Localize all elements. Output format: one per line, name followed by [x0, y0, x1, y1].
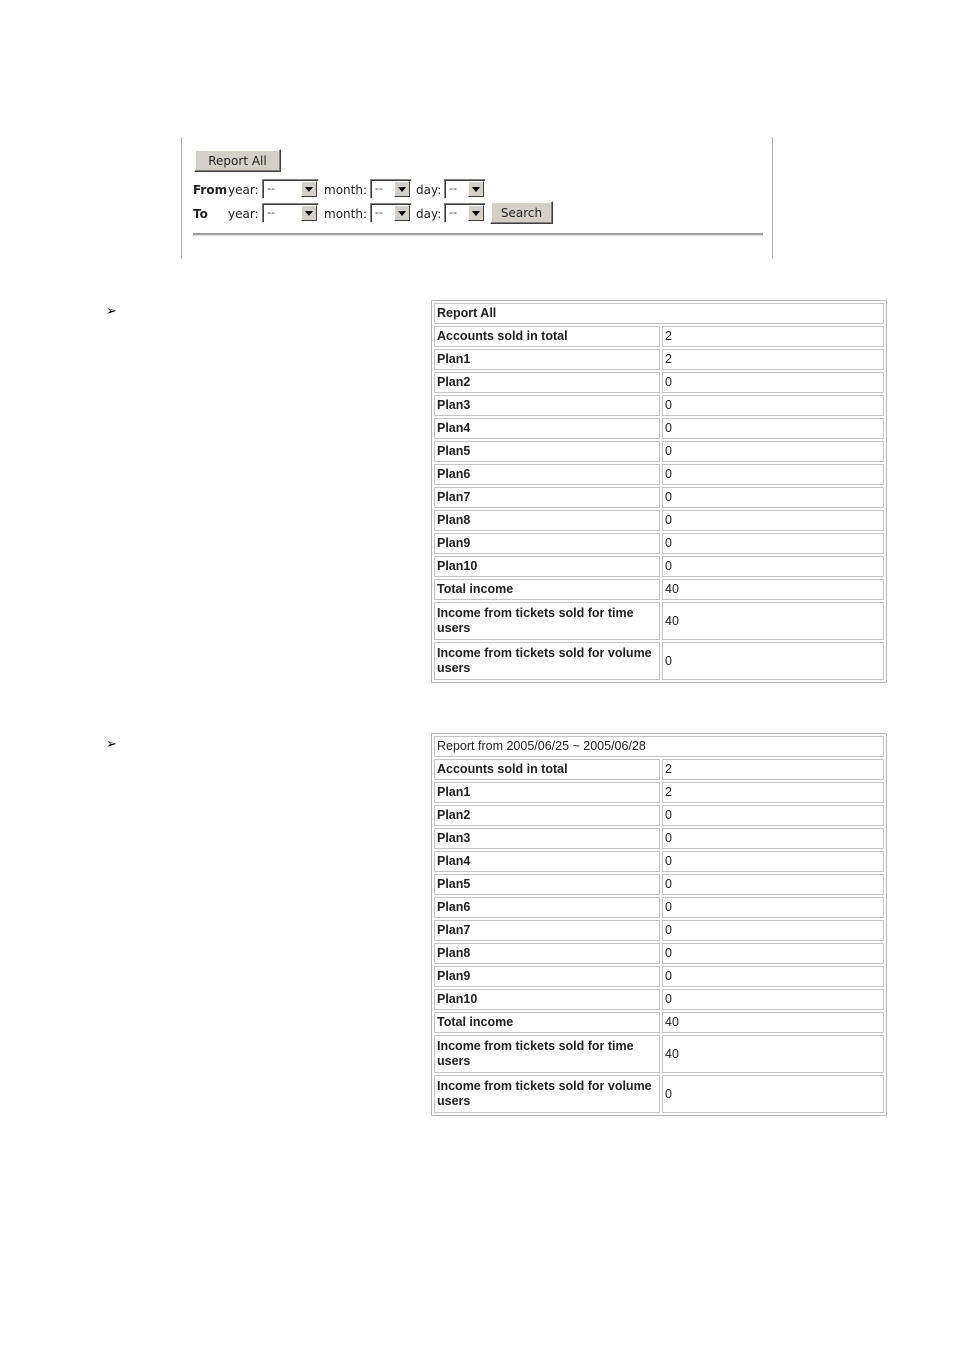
row-value: 0	[662, 464, 884, 485]
row-value: 0	[662, 510, 884, 531]
to-day-label: day:	[416, 207, 442, 221]
to-month-select[interactable]: --	[370, 203, 412, 223]
row-label: Plan7	[434, 920, 660, 941]
table-row	[434, 1035, 884, 1073]
row-value: 0	[662, 372, 884, 393]
table-row	[434, 966, 884, 987]
from-day-label: day:	[416, 183, 442, 197]
row-label: Plan5	[434, 441, 660, 462]
chevron-down-icon[interactable]	[394, 181, 410, 197]
row-label: Plan4	[434, 851, 660, 872]
row-label: Accounts sold in total	[434, 759, 660, 780]
table-row	[434, 897, 884, 918]
row-value: 0	[662, 395, 884, 416]
row-value: 0	[662, 487, 884, 508]
row-value: 2	[662, 326, 884, 347]
row-label: Income from tickets sold for time users	[434, 602, 660, 640]
row-value: 0	[662, 828, 884, 849]
from-date-row	[193, 179, 763, 201]
from-year-select[interactable]: --	[262, 179, 319, 199]
row-value: 0	[662, 533, 884, 554]
row-value: 0	[662, 642, 884, 680]
chevron-down-icon[interactable]	[301, 181, 317, 197]
table-row	[434, 920, 884, 941]
to-year-select[interactable]: --	[262, 203, 319, 223]
row-label: Plan9	[434, 533, 660, 554]
row-value: 0	[662, 989, 884, 1010]
table-row	[434, 1012, 884, 1033]
table-title-row	[434, 736, 884, 757]
chevron-down-icon[interactable]	[468, 205, 484, 221]
row-value: 0	[662, 920, 884, 941]
row-label: Plan10	[434, 989, 660, 1010]
from-year-label: year:	[228, 183, 259, 197]
table-row	[434, 395, 884, 416]
search-button[interactable]: Search	[490, 201, 553, 224]
chevron-down-icon[interactable]	[468, 181, 484, 197]
panel-divider	[193, 233, 763, 236]
table-row	[434, 326, 884, 347]
table-row	[434, 828, 884, 849]
row-value: 0	[662, 966, 884, 987]
table-row	[434, 943, 884, 964]
row-value: 40	[662, 1012, 884, 1033]
table-title-row	[434, 303, 884, 324]
row-label: Plan1	[434, 782, 660, 803]
table-row	[434, 533, 884, 554]
row-value: 0	[662, 897, 884, 918]
to-month-label: month:	[324, 207, 367, 221]
report-all-table	[431, 300, 887, 683]
table-row	[434, 372, 884, 393]
row-label: Income from tickets sold for volume users	[434, 1075, 660, 1113]
row-label: Income from tickets sold for time users	[434, 1035, 660, 1073]
row-label: Plan5	[434, 874, 660, 895]
row-value: 0	[662, 805, 884, 826]
table-row	[434, 602, 884, 640]
to-label: To	[193, 207, 208, 221]
row-label: Plan3	[434, 395, 660, 416]
row-label: Plan9	[434, 966, 660, 987]
row-value: 0	[662, 1075, 884, 1113]
table-row	[434, 874, 884, 895]
table-row	[434, 464, 884, 485]
report-range-table	[431, 733, 887, 1116]
row-label: Total income	[434, 579, 660, 600]
table-row	[434, 989, 884, 1010]
to-day-select[interactable]: --	[444, 203, 486, 223]
row-label: Plan6	[434, 464, 660, 485]
table-row	[434, 556, 884, 577]
row-value: 0	[662, 418, 884, 439]
from-day-select[interactable]: --	[444, 179, 486, 199]
table-row	[434, 1075, 884, 1113]
table-row	[434, 759, 884, 780]
table-row	[434, 441, 884, 462]
row-label: Accounts sold in total	[434, 326, 660, 347]
bullet-arrow-icon: ➢	[106, 304, 117, 319]
row-label: Plan7	[434, 487, 660, 508]
row-value: 0	[662, 874, 884, 895]
row-value: 0	[662, 943, 884, 964]
to-year-label: year:	[228, 207, 259, 221]
row-label: Plan2	[434, 805, 660, 826]
row-value: 2	[662, 349, 884, 370]
report-search-panel	[181, 137, 773, 259]
row-label: Plan8	[434, 943, 660, 964]
chevron-down-icon[interactable]	[301, 205, 317, 221]
row-label: Total income	[434, 1012, 660, 1033]
row-label: Plan3	[434, 828, 660, 849]
row-value: 40	[662, 1035, 884, 1073]
row-value: 0	[662, 556, 884, 577]
table-row	[434, 642, 884, 680]
to-date-row	[193, 203, 763, 225]
from-month-select[interactable]: --	[370, 179, 412, 199]
row-label: Plan1	[434, 349, 660, 370]
row-label: Income from tickets sold for volume users	[434, 642, 660, 680]
row-value: 2	[662, 759, 884, 780]
table-row	[434, 782, 884, 803]
row-label: Plan2	[434, 372, 660, 393]
table-row	[434, 418, 884, 439]
table-row	[434, 510, 884, 531]
row-value: 0	[662, 851, 884, 872]
table-title: Report All	[434, 303, 884, 324]
table-row	[434, 487, 884, 508]
row-value: 0	[662, 441, 884, 462]
chevron-down-icon[interactable]	[394, 205, 410, 221]
row-label: Plan8	[434, 510, 660, 531]
table-row	[434, 805, 884, 826]
from-month-label: month:	[324, 183, 367, 197]
row-value: 40	[662, 579, 884, 600]
table-row	[434, 579, 884, 600]
row-label: Plan4	[434, 418, 660, 439]
report-all-button[interactable]: Report All	[194, 149, 281, 172]
from-label: From	[193, 183, 228, 197]
row-value: 2	[662, 782, 884, 803]
table-row	[434, 851, 884, 872]
row-value: 40	[662, 602, 884, 640]
table-title: Report from 2005/06/25 ~ 2005/06/28	[434, 736, 884, 757]
row-label: Plan10	[434, 556, 660, 577]
bullet-arrow-icon: ➢	[106, 737, 117, 752]
table-row	[434, 349, 884, 370]
row-label: Plan6	[434, 897, 660, 918]
